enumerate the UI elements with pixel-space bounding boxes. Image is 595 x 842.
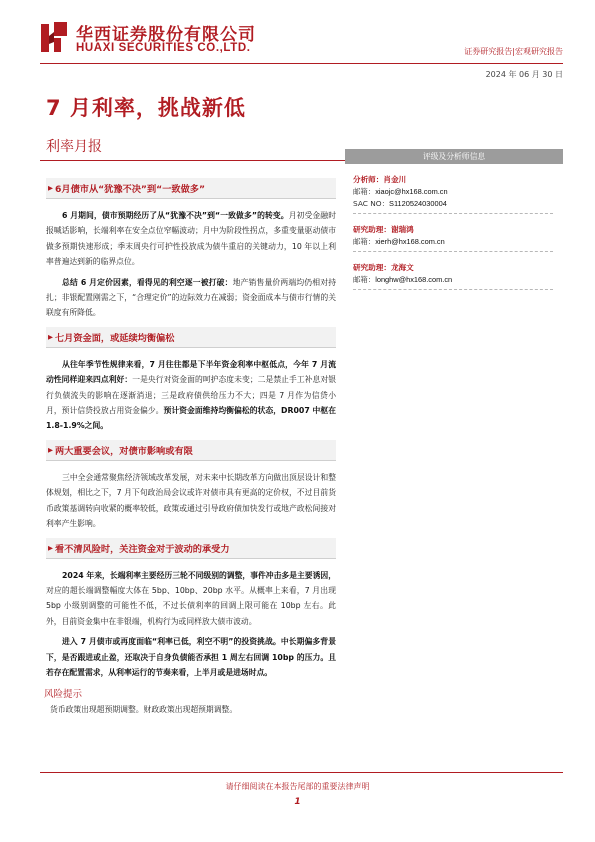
dashed-divider (353, 213, 553, 214)
paragraph-text: 对应的超长端调整幅度大体在 5bp、10bp、20bp 水平。从概率上来看，7 月出现 5bp 小级别调整的可能性不低，不过长债利率的回调上限可能在 10bp 左右。此外，目前资金集中在非银端，机构行为或同样放大债市波动。 (46, 585, 336, 626)
report-title: 7 月利率，挑战新低 (46, 96, 246, 120)
analyst-role-label: 研究助理： (353, 225, 391, 234)
paragraph-lead: 从往年季节性规律来看，7 月往往都是下半年资金利率中枢低点，今年 7 月流动性同样迎来四点利好： (46, 359, 336, 385)
huaxi-logo-icon (40, 20, 68, 54)
analyst-card (345, 262, 563, 290)
paragraph-lead: 进入 7 月债市或再度面临“利率已低，利空不明”的投资挑战。中长期偏多背景下，是否跟进或止盈，还取决于自身负债能否承担 1 周左右回调 10bp 的压力。且若存在配置需求，从利率运行的节奏来看，上半月或是进场时点。 (46, 637, 336, 677)
section-heading-text: 七月资金面，或延续均衡偏松 (55, 332, 175, 344)
section-heading-text: 6月债市从“犹豫不决”到“一致做多” (55, 184, 205, 195)
triangle-bullet-icon: ▶ (48, 184, 53, 192)
analyst-email-link[interactable]: xierh@hx168.com.cn (375, 237, 445, 246)
analyst-role (345, 224, 563, 236)
analyst-role (345, 262, 563, 274)
analyst-card (345, 224, 563, 252)
body-paragraph (46, 568, 336, 630)
analyst-name: 肖金川 (383, 175, 407, 184)
header-divider (40, 63, 563, 64)
dashed-divider (353, 289, 553, 290)
section-heading (46, 178, 336, 199)
analyst-role (345, 174, 563, 186)
paragraph-text: 月初受金融时报喊话影响，长端利率在安全点位窄幅波动；月中为阶段性拐点，多重变量驱动债市做多预期快速形成；季末周央行可护性投放成为债牛重启的关键动力，10 年以上利率普遍达到新的临界点位。 (46, 211, 337, 267)
analyst-sac-line (345, 198, 563, 210)
analyst-email-link[interactable]: xiaojc@hx168.com.cn (375, 187, 448, 196)
paragraph-conclusion: 预计资金面维持均衡偏松的状态，DR007 中枢在 1.8-1.9%之间。 (46, 406, 336, 431)
paragraph-text: 地产销售量价两端均仍相对持扎；非银配置刚需之下，“合理定价”的边际效力在减弱；资金面成本与债市行情的关联度有所降低。 (46, 277, 336, 318)
email-label: 邮箱： (353, 187, 376, 196)
brand-name-cn: 华西证券股份有限公司 (76, 25, 256, 45)
analyst-email-line (345, 274, 563, 286)
body-paragraph (46, 357, 336, 434)
email-label: 邮箱： (353, 275, 376, 284)
analyst-email-line (345, 186, 563, 198)
main-content (46, 172, 336, 716)
analyst-email-link[interactable]: longhw@hx168.com.cn (375, 275, 453, 284)
triangle-bullet-icon: ▶ (48, 332, 53, 341)
risk-heading: 风险提示 (44, 689, 83, 701)
analyst-card (345, 174, 563, 214)
analyst-role-label: 分析师： (353, 175, 384, 184)
sac-label: SAC NO： (353, 199, 390, 208)
section-heading (46, 538, 336, 559)
analyst-panel (345, 149, 563, 290)
analyst-role-label: 研究助理： (353, 263, 391, 272)
section-heading-text: 两大重要会议，对债市影响或有限 (55, 445, 193, 457)
paragraph-lead: 总结 6 月定价因素，看得见的利空逐一被打破： (62, 277, 233, 287)
analyst-email-line (345, 236, 563, 248)
report-date: 2024 年 06 月 30 日 (485, 70, 563, 79)
triangle-bullet-icon: ▶ (48, 445, 53, 454)
analyst-sac-number: S1120524030004 (389, 199, 447, 208)
page-number: 1 (294, 797, 301, 807)
section-heading-text: 看不清风险时，关注资金对于波动的承受力 (55, 543, 230, 555)
section-heading (46, 327, 336, 348)
paragraph-lead: 2024 年来，长端利率主要经历三轮不同级别的调整，事件冲击多是主要诱因， (62, 570, 336, 580)
footer-disclaimer: 请仔细阅读在本报告尾部的重要法律声明 (225, 782, 370, 791)
brand-name-en: HUAXI SECURITIES CO.,LTD. (76, 42, 251, 54)
body-paragraph (46, 470, 336, 532)
paragraph-text: 一是央行对资金面的呵护态度未变；二是禁止手工补息对银行负债流失的影响在逐渐消退；三是政府债供给压力不大；四是 7 月作为信贷小月，预计信贷投放占用资金偏少。 (46, 375, 337, 416)
section-heading (46, 440, 336, 461)
report-type-label: 证券研究报告|宏观研究报告 (464, 47, 563, 56)
analyst-name: 谢瑞鸿 (390, 225, 414, 234)
footer-divider (40, 772, 563, 773)
analyst-name: 龙海文 (390, 263, 414, 272)
body-paragraph (46, 634, 336, 680)
dashed-divider (353, 251, 553, 252)
email-label: 邮箱： (353, 237, 376, 246)
body-paragraph (46, 208, 336, 270)
report-subtitle: 利率月报 (46, 139, 102, 155)
body-paragraph (46, 275, 336, 321)
analyst-panel-heading: 评级及分析师信息 (345, 149, 563, 164)
risk-text: 货币政策出现超预期调整。财政政策出现超预期调整。 (50, 705, 238, 715)
triangle-bullet-icon: ▶ (48, 543, 53, 552)
paragraph-lead: 6 月期间，债市预期经历了从“犹豫不决”到“一致做多”的转变。 (62, 211, 289, 220)
paragraph-text: 三中全会通常聚焦经济领域改革发展，对未来中长期改革方向做出顶层设计和整体规划，相比之下，7 月下旬政治局会议或许对债市具有更高的定价权，不过目前货币政策基调转向收紧的概率较低，政策或通过引导政府债加快发行或地产政松间接对利率产生影响。 (46, 472, 336, 529)
